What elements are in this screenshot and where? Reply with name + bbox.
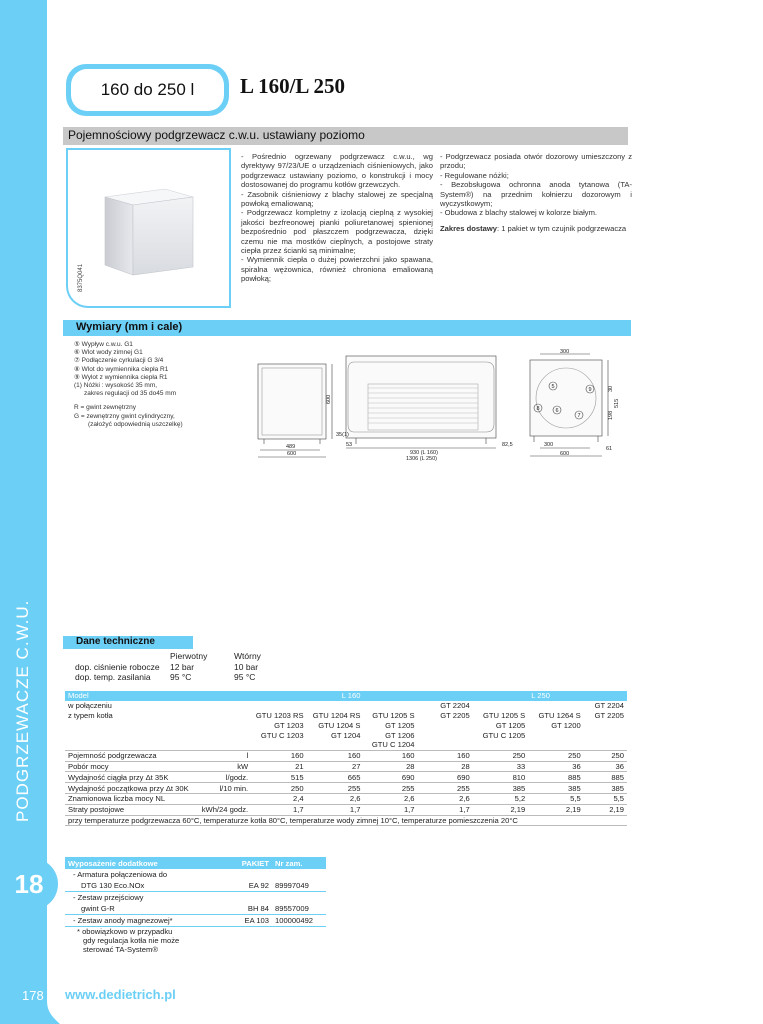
accessory-row [65,892,326,904]
boiler-cell [584,730,627,740]
dim-300-top: 300 [560,349,570,355]
boiler-row [65,740,627,750]
accessory-note: sterować TA-System® [83,945,158,954]
spec-value: 690 [363,772,417,783]
spec-unit: kW [192,761,252,772]
spec-value: 250 [473,750,529,761]
spec-value: 810 [473,772,529,783]
boiler-cell: GTU C 1204 [363,740,417,750]
dim-61: 61 [606,446,613,452]
spec-l160-header: L 160 [251,691,363,701]
boiler-cell: GT 2205 [440,710,470,720]
spec-value: 690 [426,772,472,783]
spec-value: 28 [363,761,417,772]
page-number: 178 [22,988,44,1003]
spec-row [65,761,627,772]
boiler-cell: GT 1205 [495,720,526,730]
dim-600-height: 600 [326,394,332,404]
dim-600-end: 600 [560,451,570,457]
legend-item: ⑥ Wlot wody zimnej G1 [74,349,143,357]
accessory-number: 89997049 [275,881,309,890]
boiler-cell: GT 1206 [385,730,415,740]
accessory-name: - Zestaw anody magnezowej* [65,915,230,927]
boiler-cell: GT 1204 [331,730,361,740]
dim-82-5: 82,5 [502,442,513,448]
boiler-cell: GTU C 1203 [260,730,304,740]
spec-value: 36 [528,761,583,772]
spec-row [65,804,627,815]
boiler-row [65,730,627,740]
legend-item: (1) Nóżki : wysokość 35 mm, [74,382,158,390]
spec-value: 250 [584,750,627,761]
accessory-note-row [65,945,326,954]
spec-row [65,783,627,794]
spec-value: 160 [307,750,364,761]
boiler-cell [307,701,364,711]
boiler-cell: GTU 1205 S [372,710,415,720]
connector-8: 8 [536,406,540,412]
spec-value: 36 [584,761,627,772]
spec-table [65,691,627,826]
dim-600-side: 600 [287,451,297,457]
spec-unit: kWh/24 godz. [192,804,252,815]
boiler-cell [528,730,583,740]
boiler-cell [426,720,472,730]
description-item: - Pośrednio ogrzewany podgrzewacz c.w.u., wg dyrektywy 97/23/UE o urządzeniach ciśnieniowych, jako podgrzewacz ustawiany poziomo, o konstrukcji i mocy dostosowanej do programu kotłów grzewczych. [241,152,433,190]
spec-value: 21 [251,761,306,772]
spec-value: 160 [251,750,306,761]
delivery-label: Zakres dostawy [440,223,497,233]
boiler-cell [251,701,306,711]
spec-row [65,750,627,761]
accessory-number: 100000492 [272,915,326,927]
dimension-drawing [250,346,620,464]
boiler-cell: GT 2205 [594,710,624,720]
legend-item: ⑦ Podłączenie cyrkulacji G 3/4 [74,357,164,365]
legend-item: ⑨ Wylot z wymiennika ciepła R1 [74,373,168,381]
spec-value: 1,7 [426,804,472,815]
chapter-number-badge: 18 [0,858,58,910]
spec-value: 255 [426,783,472,794]
legend-item: R = gwint zewnętrzny [74,404,136,412]
accessory-row [65,869,326,880]
dimensions-legend [74,341,244,429]
accessory-note: * obowiązkowo w przypadku [65,927,326,937]
delivery-scope [440,224,632,233]
accessories-col-number: Nr zam. [272,857,326,869]
spec-value: 665 [307,772,364,783]
spec-value: 385 [473,783,529,794]
spec-value: 1,7 [307,804,364,815]
boiler-cell: GT 1200 [551,720,581,730]
accessory-name: - Zestaw przejściowy [65,892,230,904]
description-item: - Bezobsługowa ochronna anoda tytanowa (TA-System®) na przednim kołnierzu dozorowym i wyczystkowym; [440,180,632,209]
conn-label: z typem kotła [68,710,113,720]
description-item: - Obudowa z blachy stalowej w kolorze białym. [440,208,598,218]
boiler-cell: GTU 1204 RS [312,710,361,720]
tech-col-primary: Pierwotny [170,651,208,661]
accessory-package: EA 92 [248,881,269,890]
dim-53: 53 [346,442,353,448]
connector-7: 7 [577,413,581,419]
spec-header-row [65,691,627,701]
spec-model-label: Model [65,691,192,701]
model-title: L 160/L 250 [240,74,346,98]
spec-label: Straty postojowe [65,804,192,815]
tech-row-primary: 12 bar [170,662,195,672]
boiler-cell: GT 2204 [440,701,470,711]
boiler-cell: GT 1203 [274,720,304,730]
boiler-row [65,720,627,730]
boiler-cell [584,720,627,730]
accessory-note: gdy regulacja kotła nie może [83,936,180,945]
boiler-cell: GTU 1264 S [538,710,581,720]
accessory-name: - Armatura połączeniowa do [73,870,168,879]
capacity-label: 160 do 250 l [71,69,224,111]
spec-value: 2,6 [426,793,472,804]
end-view [530,360,602,442]
connector-5: 5 [551,384,555,390]
spec-value: 2,6 [363,793,417,804]
accessory-row [65,880,326,892]
spec-label: Pobór mocy [65,761,192,772]
delivery-text: : 1 pakiet w tym czujnik podgrzewacza [496,223,627,233]
dim-489: 489 [286,444,296,450]
spec-value: 2,19 [473,804,529,815]
spec-unit: l/10 min. [192,783,252,794]
accessories-header [65,857,326,869]
boiler-cell: GTU 1205 S [483,710,526,720]
spec-value: 385 [584,783,627,794]
spec-value: 28 [426,761,472,772]
spec-unit [192,793,252,804]
conn-label: w połączeniu [68,701,112,711]
accessory-note-row [65,927,326,937]
spec-value: 160 [426,750,472,761]
accessories-col-package: PAKIET [230,857,272,869]
spec-row [65,793,627,804]
description-item: - Zasobnik ciśnieniowy z blachy stalowej ze specjalną powłoką emaliowaną; [241,189,433,209]
spec-value: 885 [584,772,627,783]
product-subtitle: Pojemnościowy podgrzewacz c.w.u. ustawiany poziomo [68,128,365,142]
chapter-vertical-label: PODGRZEWACZE C.W.U. [13,599,32,822]
boiler-cell: GT 2204 [594,701,624,711]
accessory-package: EA 103 [230,915,272,927]
legend-item: ⑤ Wypływ c.w.u. G1 [74,341,133,348]
spec-footnote: przy temperaturze podgrzewacza 60°C, temperaturze kotła 80°C, temperaturze wody zimnej 10°C, temperaturze pomieszczenia 20°C [65,815,627,826]
dim-1306: 1306 (L 250) [406,456,437,462]
description-item: - Wymiennik ciepła o dużej powierzchni jako spawana, spiralna wężownica, również chroniona emaliowaną powłoką; [241,255,433,284]
spec-value: 1,7 [251,804,306,815]
legend-item: ⑧ Wlot do wymiennika ciepła R1 [74,365,169,373]
description-item: - Regulowane nóżki; [440,170,509,180]
image-reference-code: 8375Q041 [78,263,84,292]
accessory-row [65,903,326,915]
legend-item: G = zewnętrzny gwint cylindryczny, [74,412,175,420]
description-item: - Podgrzewacz posiada otwór dozorowy umieszczony z przodu; [440,152,632,171]
accessory-name: gwint G-R [81,904,115,913]
legend-item: zakres regulacji od 35 do45 mm [84,390,177,398]
accessory-row [65,915,326,927]
spec-unit: l [192,750,252,761]
spec-value: 2,19 [528,804,583,815]
dim-198: 198 [608,410,614,420]
dim-30: 30 [608,385,614,392]
spec-l250-header: L 250 [528,691,583,701]
description-column-2 [440,152,632,233]
legend-item: (założyć odpowiednią uszczelkę) [88,420,183,428]
boiler-cell: GTU C 1205 [482,730,526,740]
spec-value: 2,19 [584,804,627,815]
spec-value: 385 [528,783,583,794]
connector-9: 9 [588,387,592,393]
accessory-name: DTG 130 Eco.NOx [81,881,145,890]
description-column-1 [241,152,433,284]
dim-300-bottom: 300 [544,442,554,448]
spec-value: 515 [251,772,306,783]
spec-row [65,772,627,783]
dim-930: 930 (L 160) [410,450,438,456]
dimensions-title: Wymiary (mm i cale) [76,321,183,333]
tech-row-label: dop. ciśnienie robocze [75,662,160,672]
spec-value: 33 [473,761,529,772]
spec-value: 250 [528,750,583,761]
spec-label: Znamionowa liczba mocy NL [65,793,192,804]
description-item: - Podgrzewacz kompletny z izolacją cieplną z wysokiej jakości bezfreonowej pianki poliuretanowej spienionej bezpośrednio pod płaszczem podgrzewacza, dzięki czemu nie ma mostków cieplnych, a postojowe straty ciepła przez ścianki są minimalne; [241,208,433,256]
front-view [346,356,496,444]
accessories-table [65,857,326,954]
connector-6: 6 [555,408,559,414]
boiler-cell: GT 1205 [385,720,415,730]
website-link[interactable]: www.dedietrich.pl [65,987,176,1002]
spec-value: 5,5 [584,793,627,804]
tech-title: Dane techniczne [76,636,155,647]
spec-label: Wydajność początkowa przy Δt 30K [65,783,192,794]
tech-row-primary: 95 °C [170,672,192,682]
boiler-cell [426,730,472,740]
spec-value: 27 [307,761,364,772]
boiler-row [65,701,627,711]
spec-value: 160 [363,750,417,761]
accessory-number: 89557009 [275,904,309,913]
spec-label: Pojemność podgrzewacza [65,750,192,761]
spec-value: 250 [251,783,306,794]
tech-row-label: dop. temp. zasilania [75,672,151,682]
spec-value: 2,4 [251,793,306,804]
dim-515: 515 [614,398,620,408]
boiler-cell [363,701,417,711]
boiler-cell: GTU 1204 S [318,720,361,730]
spec-value: 5,5 [528,793,583,804]
spec-value: 5,2 [473,793,529,804]
accessory-note-row [65,936,326,945]
spec-unit: l/godz. [192,772,252,783]
dim-35: 35(1) [336,432,349,438]
spec-value: 255 [363,783,417,794]
tech-row-secondary: 95 °C [234,672,256,682]
boiler-cell [528,701,583,711]
spec-footnote-row [65,815,627,826]
tank-illustration [95,175,205,285]
accessory-package: BH 84 [247,904,269,913]
spec-value: 885 [528,772,583,783]
spec-value: 1,7 [363,804,417,815]
spec-value: 255 [307,783,364,794]
accessories-title: Wyposażenie dodatkowe [65,857,230,869]
boiler-cell: GTU 1203 RS [255,710,304,720]
tech-row-secondary: 10 bar [234,662,259,672]
spec-value: 2,6 [307,793,364,804]
spec-label: Wydajność ciągła przy Δt 35K [65,772,192,783]
tech-col-secondary: Wtórny [234,651,261,661]
boiler-row [65,711,627,721]
boiler-cell [473,701,529,711]
